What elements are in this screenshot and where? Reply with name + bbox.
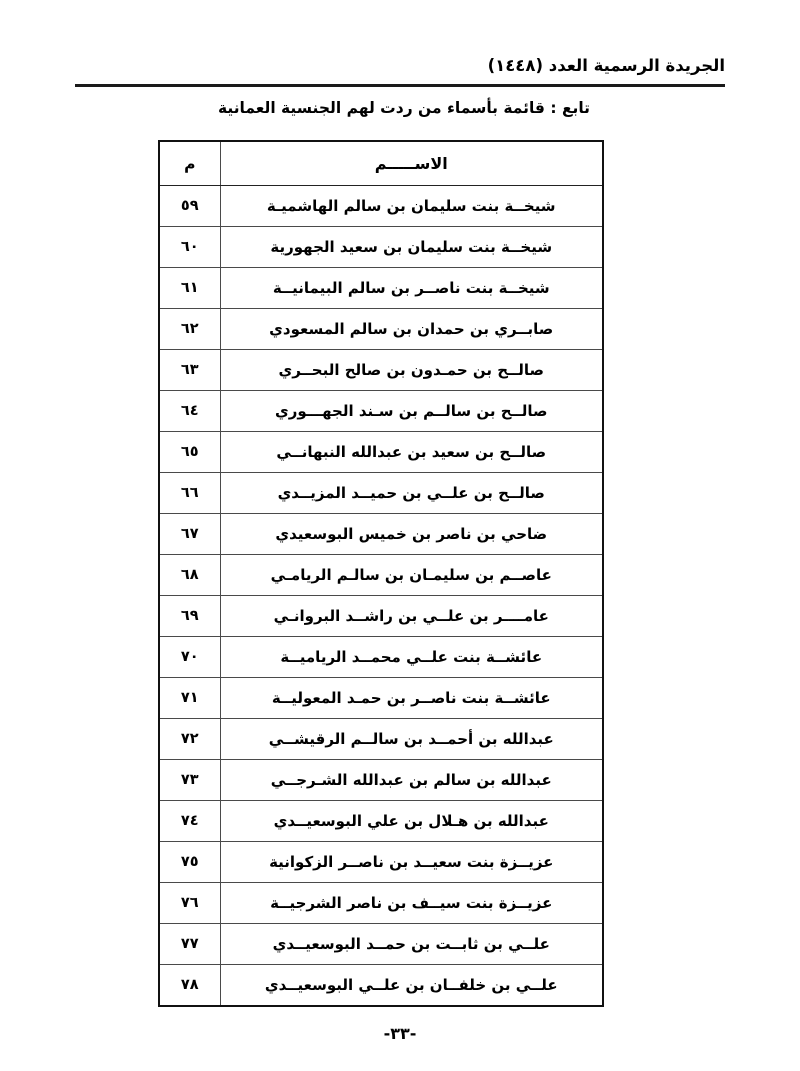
cell-number [159,473,220,514]
table-row [159,186,603,227]
cell-name-text: عبدالله بن سالم بن عبدالله الشـرجــي [270,771,552,789]
column-header-number [159,141,220,186]
cell-name [220,760,603,801]
cell-name-text: عامــــر بن علــي بن راشــد البروانـي [273,607,549,625]
cell-name [220,309,603,350]
cell-name [220,596,603,637]
running-header [75,56,725,76]
table-row [159,432,603,473]
names-table-container [160,140,604,1007]
cell-number [159,596,220,637]
page-title: تابع : قائمة بأسماء من ردت لهم الجنسية العمانية [218,99,590,117]
cell-name [220,432,603,473]
cell-number-text: ٦٢ [180,321,199,337]
cell-name [220,637,603,678]
table-row [159,924,603,965]
cell-number-text: ٦٩ [180,608,199,624]
cell-number [159,391,220,432]
table-row [159,227,603,268]
table-row [159,760,603,801]
cell-name [220,924,603,965]
cell-name-text: صالــح بن حمـدون بن صالح البحــري [278,361,545,379]
cell-number-text: ٧٥ [180,854,199,870]
cell-name-text: عبدالله بن هـلال بن علي البوسعيــدي [273,812,549,830]
cell-number [159,268,220,309]
cell-number [159,309,220,350]
header-divider-rule [75,84,725,87]
cell-name [220,186,603,227]
cell-name-text: علــي بن ثابــت بن حمــد البوسعيــدي [272,935,550,953]
cell-number-text: ٧٢ [180,731,199,747]
cell-name [220,555,603,596]
cell-name-text: ضاحي بن ناصر بن خميس البوسعيدي [275,525,548,543]
cell-number-text: ٧٣ [180,772,199,788]
table-row [159,268,603,309]
cell-number-text: ٧٨ [180,977,199,993]
cell-number [159,227,220,268]
cell-name [220,678,603,719]
cell-name-text: عزيــزة بنت سيــف بن ناصر الشرجيــة [270,894,553,912]
cell-name [220,514,603,555]
cell-number-text: ٦٦ [180,485,199,501]
cell-name [220,391,603,432]
cell-number [159,883,220,924]
names-table [158,140,604,1007]
cell-number-text: ٦٥ [180,444,199,460]
cell-name [220,719,603,760]
table-row [159,678,603,719]
table-row [159,842,603,883]
cell-name [220,227,603,268]
cell-number-text: ٦٠ [180,239,199,255]
table-row [159,514,603,555]
cell-name [220,883,603,924]
cell-name-text: صالــح بن سعيد بن عبدالله النبهانــي [276,443,547,461]
table-row [159,309,603,350]
cell-number [159,719,220,760]
cell-number-text: ٦٣ [180,362,199,378]
cell-number-text: ٦٤ [180,403,199,419]
cell-name-text: صابــري بن حمدان بن سالم المسعودي [269,320,554,338]
cell-name-text: عبدالله بن أحمــد بن سالــم الرقيشــي [268,730,554,748]
cell-number-text: ٧٦ [180,895,199,911]
cell-number-text: ٧٤ [180,813,199,829]
cell-name [220,268,603,309]
column-header-name-label: الاســـــم [374,154,448,173]
cell-number [159,555,220,596]
cell-number-text: ٥٩ [180,198,199,214]
table-row [159,350,603,391]
cell-number [159,965,220,1007]
cell-name [220,801,603,842]
table-row [159,391,603,432]
cell-number [159,186,220,227]
cell-number-text: ٧١ [180,690,199,706]
cell-number [159,678,220,719]
cell-number [159,514,220,555]
table-row [159,473,603,514]
cell-name-text: عزيــزة بنت سعيــد بن ناصــر الزكوانية [269,853,554,871]
cell-number [159,842,220,883]
table-row [159,883,603,924]
cell-name-text: شيخــة بنت سليمان بن سالم الهاشميـة [266,197,556,215]
table-header [159,141,603,186]
cell-name-text: شيخــة بنت ناصــر بن سالم البيمانيــة [272,279,550,297]
cell-number [159,350,220,391]
cell-name [220,350,603,391]
cell-name-text: علــي بن خلفــان بن علــي البوسعيــدي [264,976,558,994]
cell-name [220,473,603,514]
cell-name-text: صالــح بن علــي بن حميــد المزيــدي [277,484,545,502]
cell-number-text: ٦٧ [180,526,199,542]
cell-number-text: ٧٠ [180,649,199,665]
cell-number [159,637,220,678]
cell-name-text: شيخــة بنت سليمان بن سعيد الجهورية [270,238,553,256]
gazette-issue-label: الجريدة الرسمية العدد (١٤٤٨) [487,56,725,75]
table-row [159,965,603,1007]
cell-name-text: عائشــة بنت ناصــر بن حمـد المعوليــة [271,689,551,707]
cell-number [159,760,220,801]
table-row [159,719,603,760]
table-row [159,637,603,678]
column-header-name [220,141,603,186]
cell-number-text: ٧٧ [180,936,199,952]
page-number: -٣٣- [383,1024,417,1043]
cell-name-text: عاصــم بن سليمـان بن سالـم الريامـي [270,566,552,584]
cell-name-text: صالــح بن سالــم بن سـند الجهـــوري [274,402,548,420]
cell-number [159,432,220,473]
cell-number [159,801,220,842]
cell-name-text: عائشــة بنت علــي محمــد الرياميــة [280,648,543,666]
table-row [159,596,603,637]
cell-name [220,842,603,883]
table-body [159,186,603,1007]
cell-number-text: ٦٨ [180,567,199,583]
table-row [159,801,603,842]
table-row [159,555,603,596]
table-header-row [159,141,603,186]
cell-number-text: ٦١ [180,280,199,296]
cell-name [220,965,603,1007]
column-header-number-label: م [184,154,196,173]
cell-number [159,924,220,965]
